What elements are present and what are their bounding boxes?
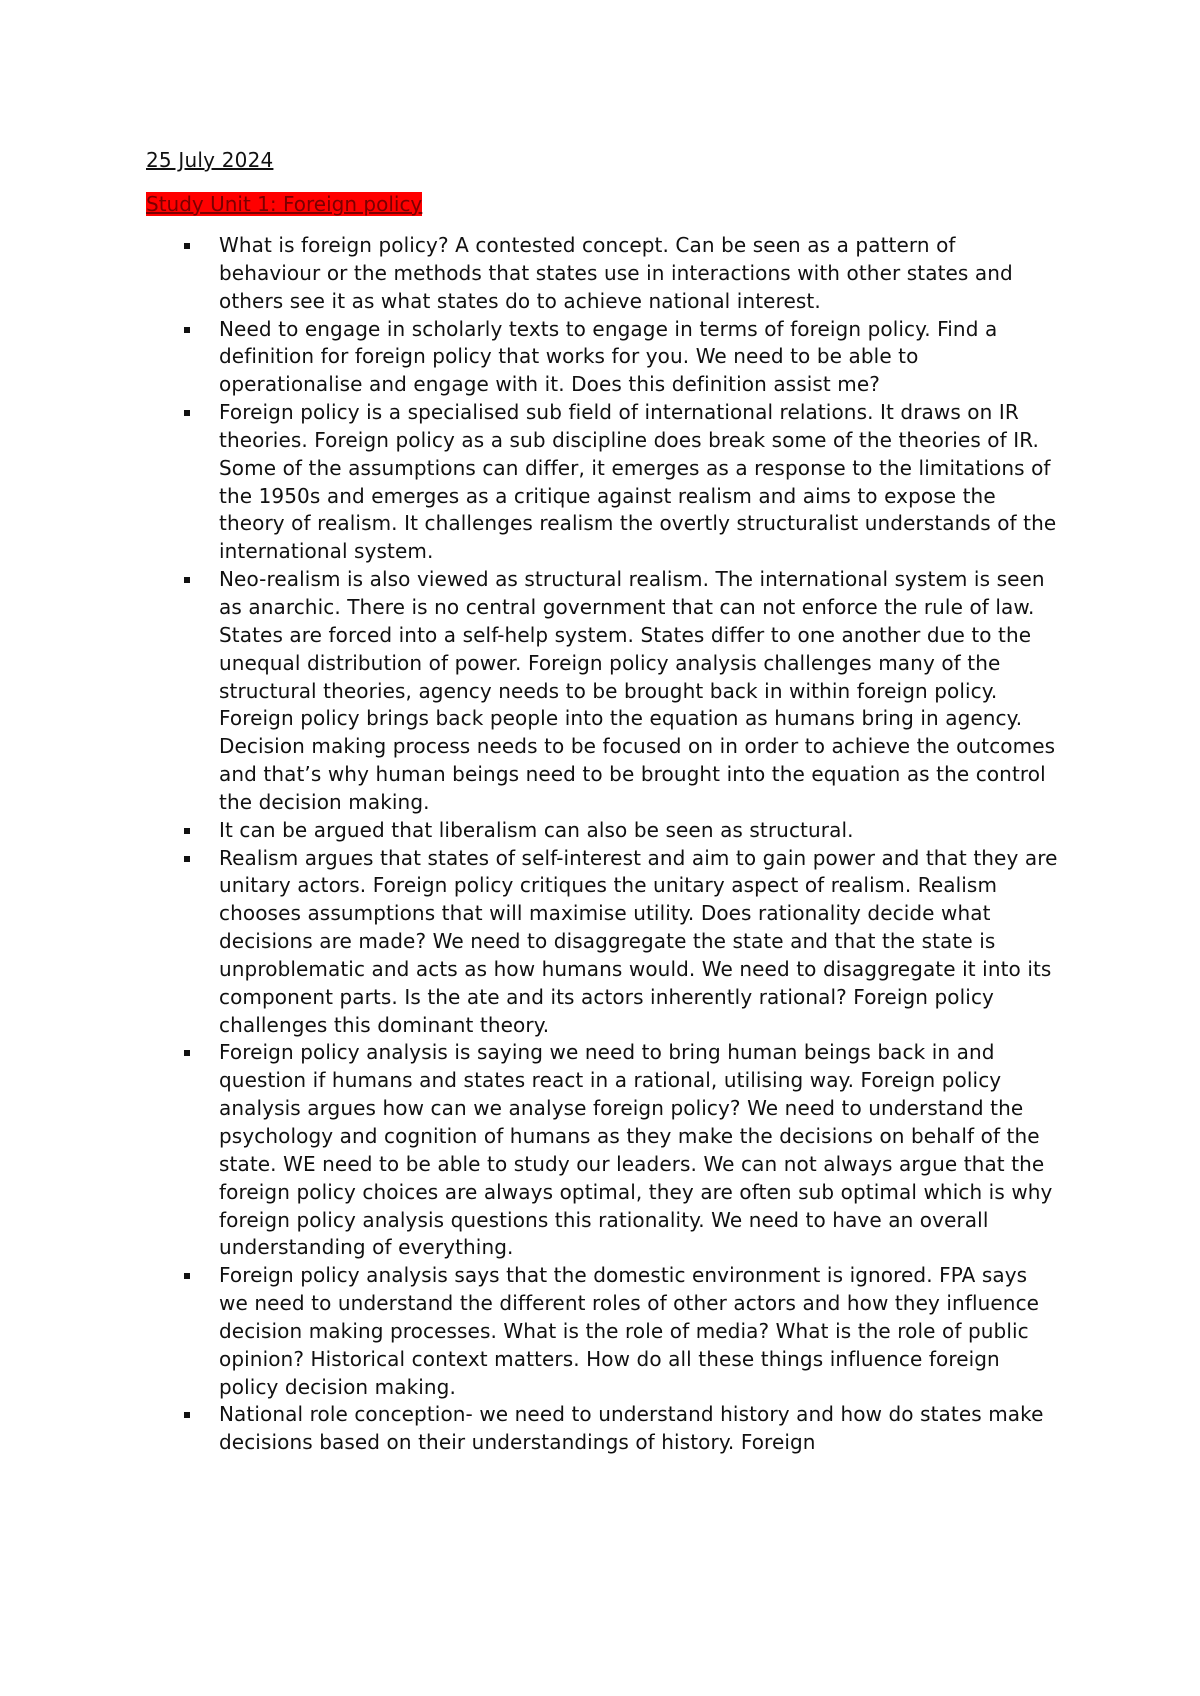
note-text: Need to engage in scholarly texts to engage in terms of foreign policy. Find a definition for foreign policy that works for you. We need to be able to operationalise and engage with it. Does this definition assist me? — [219, 316, 998, 397]
note-item — [184, 566, 1062, 817]
square-bullet-icon — [184, 410, 190, 416]
note-item — [184, 316, 1062, 400]
square-bullet-icon — [184, 828, 190, 834]
note-item — [184, 845, 1062, 1040]
square-bullet-icon — [184, 1050, 190, 1056]
note-text: It can be argued that liberalism can also be seen as structural. — [219, 817, 854, 842]
note-item — [184, 1262, 1062, 1401]
unit-title-highlighted: Study Unit 1: Foreign policy — [146, 192, 423, 216]
square-bullet-icon — [184, 243, 190, 249]
unit-heading — [146, 191, 422, 217]
square-bullet-icon — [184, 856, 190, 862]
square-bullet-icon — [184, 1412, 190, 1418]
note-item — [184, 817, 1062, 845]
square-bullet-icon — [184, 327, 190, 333]
note-text: National role conception- we need to understand history and how do states make decisions based on their understandings of history. Foreign — [219, 1402, 1044, 1455]
note-item — [184, 232, 1062, 316]
note-text: Foreign policy is a specialised sub field of international relations. It draws on IR theories. Foreign policy as a sub discipline does break some of the theories of IR. Some of the assumptions can differ, it emerges as a response to the limitations of the 1950s and emerges as a critique against realism and aims to expose the theory of realism. It challenges realism the overtly structuralist understands of the international system. — [219, 400, 1057, 564]
note-item — [184, 1039, 1062, 1262]
note-text: Neo-realism is also viewed as structural realism. The international system is seen as anarchic. There is no central government that can not enforce the rule of law. States are forced into a self-help system. States differ to one another due to the unequal distribution of power. Foreign policy analysis challenges many of the structural theories, agency needs to be brought back in within foreign policy. Foreign policy brings back people into the equation as humans bring in agency. Decision making process needs to be focused on in order to achieve the outcomes and that’s why human beings need to be brought into the equation as the control the decision making. — [219, 567, 1056, 814]
date-heading: 25 July 2024 — [146, 148, 274, 172]
note-text: Foreign policy analysis is saying we need to bring human beings back in and question if humans and states react in a rational, utilising way. Foreign policy analysis argues how can we analyse foreign policy? We need to understand the psychology and cognition of humans as they make the decisions on behalf of the state. WE need to be able to study our leaders. We can not always argue that the foreign policy choices are always optimal, they are often sub optimal which is why foreign policy analysis questions this rationality. We need to have an overall understanding of everything. — [219, 1040, 1053, 1260]
note-text: Realism argues that states of self-interest and aim to gain power and that they are unitary actors. Foreign policy critiques the unitary aspect of realism. Realism chooses assumptions that will maximise utility. Does rationality decide what decisions are made? We need to disaggregate the state and that the state is unproblematic and acts as how humans would. We need to disaggregate it into its component parts. Is the ate and its actors inherently rational? Foreign policy challenges this dominant theory. — [219, 845, 1058, 1037]
square-bullet-icon — [184, 1273, 190, 1279]
square-bullet-icon — [184, 577, 190, 583]
note-item — [184, 1401, 1062, 1457]
note-text: What is foreign policy? A contested concept. Can be seen as a pattern of behaviour or the methods that states use in interactions with other states and others see it as what states do to achieve national interest. — [219, 233, 1013, 313]
note-item — [184, 399, 1062, 566]
notes-list — [184, 232, 1062, 1457]
note-text: Foreign policy analysis says that the domestic environment is ignored. FPA says we need to understand the different roles of other actors and how they influence decision making processes. What is the role of media? What is the role of public opinion? Historical context matters. How do all these things influence foreign policy decision making. — [219, 1263, 1040, 1399]
